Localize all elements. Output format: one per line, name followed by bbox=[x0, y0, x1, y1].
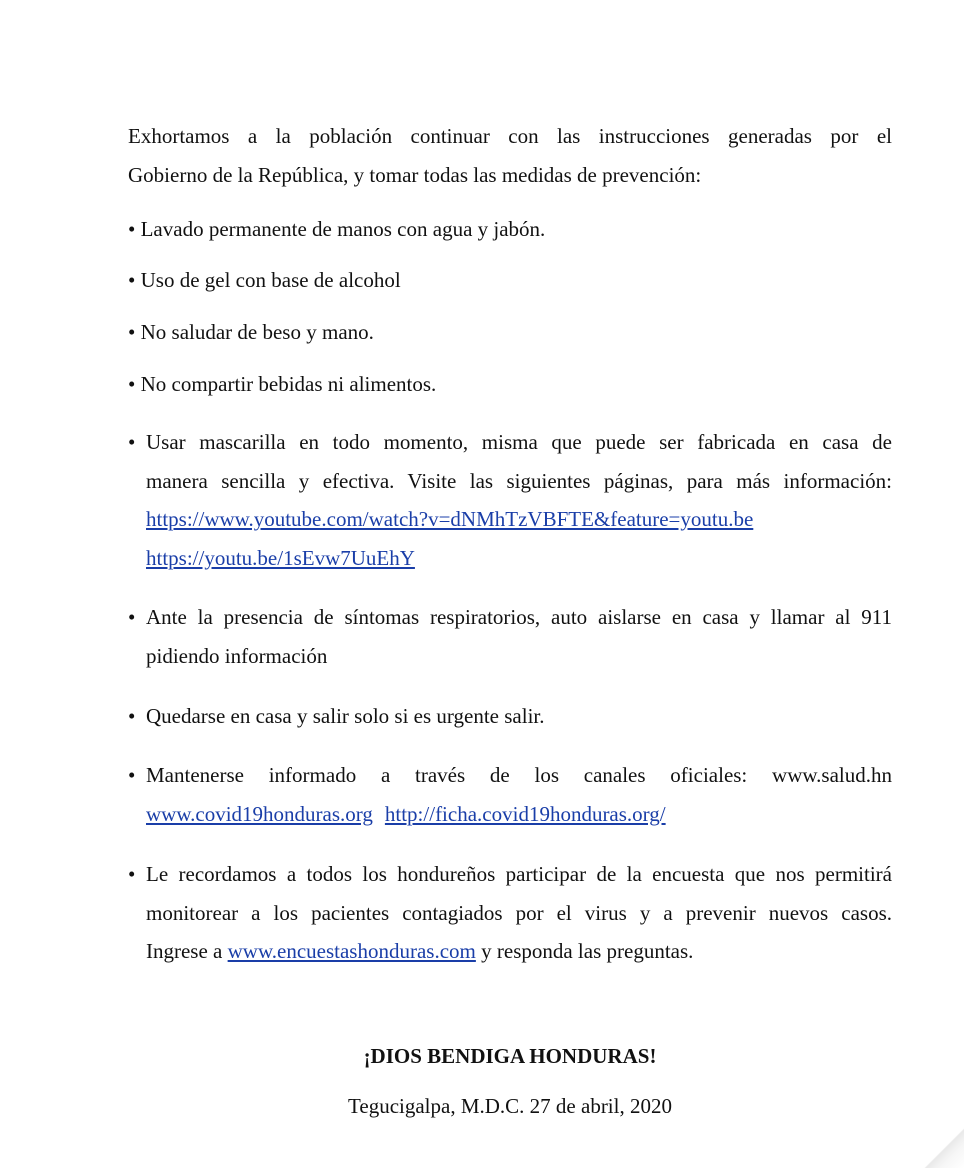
bullet-dot: • bbox=[128, 862, 136, 886]
survey-line-1: Le recordamos a todos los hondureños participar de la encuesta que nos permitirá bbox=[146, 862, 892, 886]
bullet-dot: • bbox=[128, 320, 136, 344]
bullet-dot: • bbox=[128, 268, 136, 292]
bullet-handwashing bbox=[128, 216, 892, 242]
covid19honduras-link[interactable]: www.covid19honduras.org bbox=[146, 801, 373, 826]
bullet-survey bbox=[128, 855, 892, 971]
encuestas-honduras-link[interactable]: www.encuestashonduras.com bbox=[227, 939, 476, 963]
survey-line-3-after: y responda las preguntas. bbox=[475, 939, 694, 963]
bullet-no-sharing bbox=[128, 371, 892, 397]
bullet-channels bbox=[128, 756, 892, 833]
bullet-dot: • bbox=[128, 372, 136, 396]
youtube-link-2[interactable]: https://youtu.be/1sEvw7UuEhY bbox=[146, 545, 415, 570]
symptoms-line-2: pidiendo información bbox=[146, 643, 328, 668]
bullet-stay-home bbox=[128, 697, 892, 736]
mask-line-1: Usar mascarilla en todo momento, misma que puede ser fabricada en casa de bbox=[146, 430, 892, 454]
survey-line-2: monitorear a los pacientes contagiados por el virus y a prevenir nuevos casos. bbox=[146, 900, 892, 925]
bullet-text: No saludar de beso y mano. bbox=[140, 320, 374, 344]
ficha-covid19honduras-link[interactable]: http://ficha.covid19honduras.org/ bbox=[384, 801, 666, 826]
youtube-link-1[interactable]: https://www.youtube.com/watch?v=dNMhTzVBFTE&feature=youtu.be bbox=[146, 507, 754, 531]
closing-title: ¡DIOS BENDIGA HONDURAS! bbox=[363, 1044, 657, 1068]
intro-line-2: Gobierno de la República, y tomar todas las medidas de prevención: bbox=[128, 163, 702, 187]
bullet-mask bbox=[128, 423, 892, 577]
bullet-dot: • bbox=[128, 605, 136, 629]
bullet-dot: • bbox=[128, 217, 136, 241]
bullet-dot: • bbox=[128, 430, 136, 454]
intro-line-1: Exhortamos a la población continuar con las instrucciones generadas por el bbox=[128, 124, 892, 148]
survey-line-3 bbox=[146, 932, 892, 971]
bullet-dot: • bbox=[128, 763, 136, 787]
page-curl-decoration bbox=[924, 1128, 964, 1168]
stay-home-text: Quedarse en casa y salir solo si es urgente salir. bbox=[146, 704, 545, 728]
closing-date: Tegucigalpa, M.D.C. 27 de abril, 2020 bbox=[348, 1094, 672, 1118]
bullet-no-greeting bbox=[128, 319, 892, 345]
bullet-text: Uso de gel con base de alcohol bbox=[140, 268, 401, 292]
survey-line-3-before: Ingrese a bbox=[146, 939, 228, 963]
mask-line-2: manera sencilla y efectiva. Visite las siguientes páginas, para más información: bbox=[146, 468, 892, 493]
bullet-dot: • bbox=[128, 704, 136, 728]
bullet-text: Lavado permanente de manos con agua y jabón. bbox=[140, 217, 546, 241]
bullet-symptoms bbox=[128, 598, 892, 675]
bullet-text: No compartir bebidas ni alimentos. bbox=[140, 372, 437, 396]
channels-line-1: Mantenerse informado a través de los canales oficiales: www.salud.hn bbox=[146, 763, 892, 787]
bullet-gel bbox=[128, 267, 892, 293]
symptoms-line-1: Ante la presencia de síntomas respiratorios, auto aislarse en casa y llamar al 911 bbox=[146, 605, 892, 629]
